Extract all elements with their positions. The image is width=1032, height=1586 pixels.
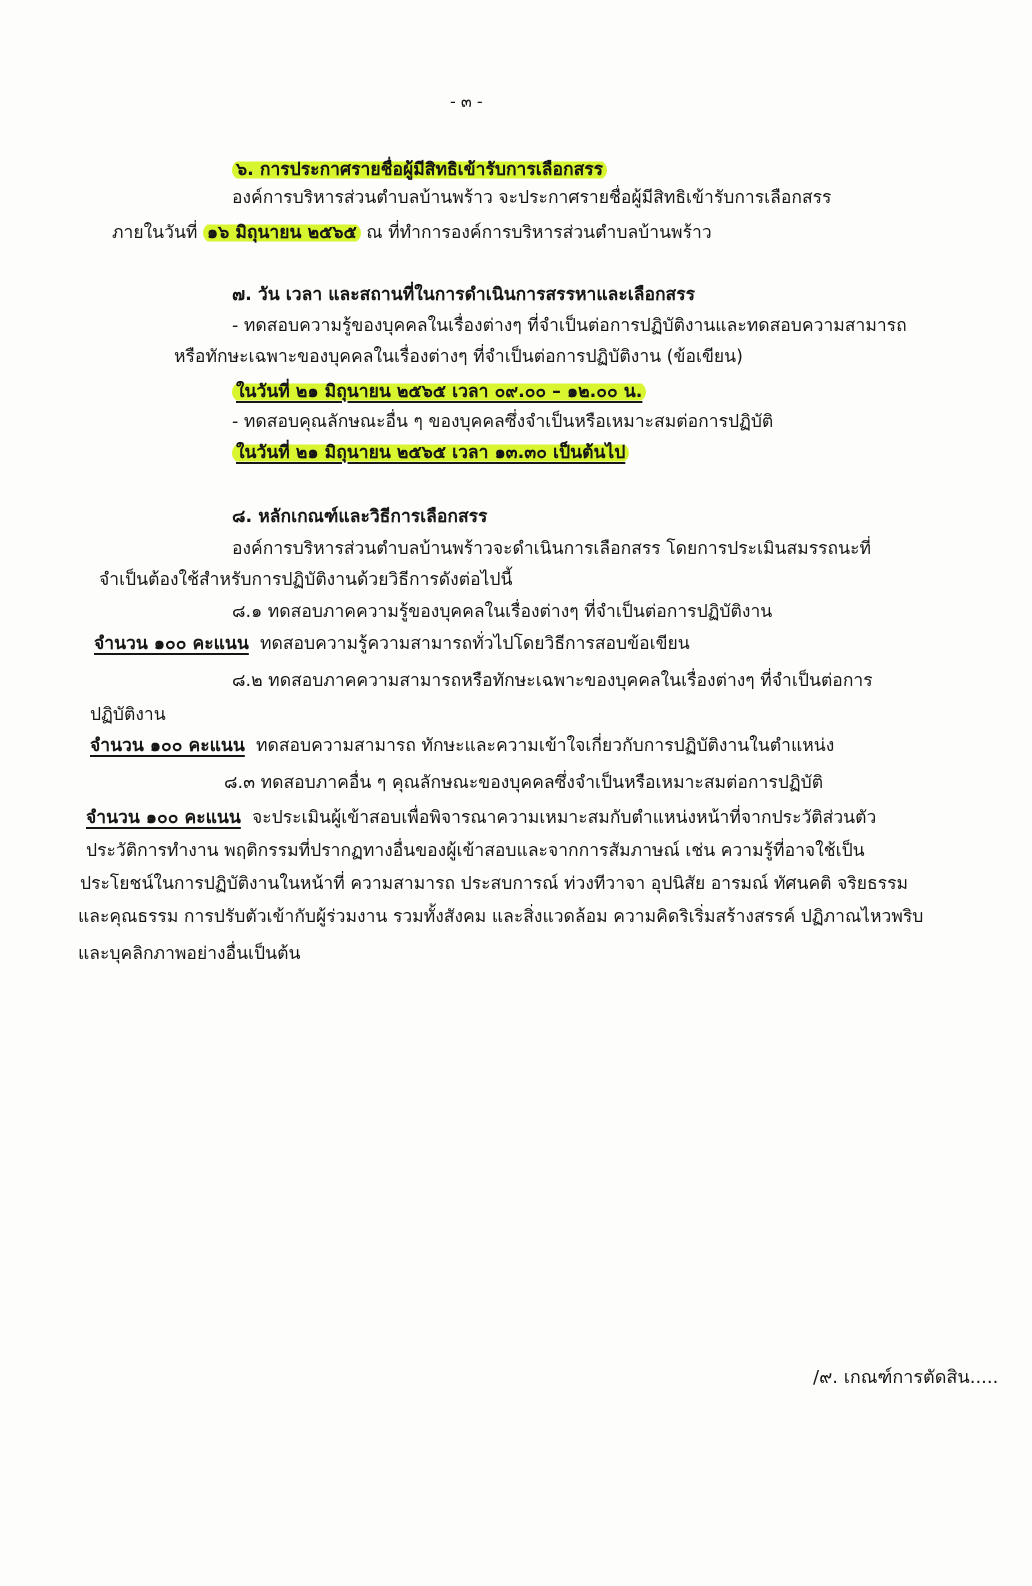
section-8-1-score: จำนวน ๑๐๐ คะแนน — [94, 634, 249, 654]
section-6-heading — [232, 156, 607, 184]
section-6-announce-date: ๑๖ มิถุนายน ๒๕๖๕ — [203, 223, 361, 243]
section-8-3-line-1: ๘.๓ ทดสอบภาคอื่น ๆ คุณลักษณะของบุคคลซึ่งจำเป็นหรือเหมาะสมต่อการปฏิบัติ — [224, 773, 824, 793]
section-7-item-2-date-text: ในวันที่ ๒๑ มิถุนายน ๒๕๖๕ เวลา ๑๓.๓๐ เป็นต้นไป — [232, 443, 629, 463]
section-6-date-suffix: ณ ที่ทำการองค์การบริหารส่วนตำบลบ้านพร้าว — [366, 223, 712, 243]
section-8-2-description: ทดสอบความสามารถ ทักษะและความเข้าใจเกี่ยวกับการปฏิบัติงานในตำแหน่ง — [255, 736, 835, 756]
section-8-3-line-3: ประวัติการทำงาน พฤติกรรมที่ปรากฏทางอื่นของผู้เข้าสอบและจากการสัมภาษณ์ เช่น ความรู้ที่อาจใช้เป็น — [86, 841, 865, 861]
section-8-1-line-1: ๘.๑ ทดสอบภาคความรู้ของบุคคลในเรื่องต่างๆ ที่จำเป็นต่อการปฏิบัติงาน — [232, 602, 773, 622]
page-number: - ๓ - — [450, 92, 483, 111]
section-8-heading: ๘. หลักเกณฑ์และวิธีการเลือกสรร — [232, 507, 488, 527]
section-7-item-1-date-text: ในวันที่ ๒๑ มิถุนายน ๒๕๖๕ เวลา ๐๙.๐๐ – ๑๒.๐๐ น. — [232, 382, 646, 402]
section-8-3-line-5: และคุณธรรม การปรับตัวเข้ากับผู้ร่วมงาน รวมทั้งสังคม และสิ่งแวดล้อม ความคิดริเริ่มสร้างสรรค์ ปฏิภาณไหวพริบ — [78, 907, 924, 927]
section-8-3-line-2 — [86, 804, 876, 832]
section-8-3-line-4: ประโยชน์ในการปฏิบัติงานในหน้าที่ ความสามารถ ประสบการณ์ ท่วงทีวาจา อุปนิสัย อารมณ์ ทัศนคติ จริยธรรม — [80, 874, 909, 894]
section-7-item-1-date — [232, 378, 646, 406]
section-6-heading-text: ๖. การประกาศรายชื่อผู้มีสิทธิเข้ารับการเลือกสรร — [232, 160, 607, 180]
section-6-line-1: องค์การบริหารส่วนตำบลบ้านพร้าว จะประกาศรายชื่อผู้มีสิทธิเข้ารับการเลือกสรร — [232, 188, 832, 208]
section-8-2-line-1: ๘.๒ ทดสอบภาคความสามารถหรือทักษะเฉพาะของบุคคลในเรื่องต่างๆ ที่จำเป็นต่อการ — [232, 671, 873, 691]
section-7-item-2-line-1: - ทดสอบคุณลักษณะอื่น ๆ ของบุคคลซึ่งจำเป็นหรือเหมาะสมต่อการปฏิบัติ — [232, 412, 774, 432]
section-7-heading: ๗. วัน เวลา และสถานที่ในการดำเนินการสรรหาและเลือกสรร — [232, 285, 696, 305]
section-8-intro-2: จำเป็นต้องใช้สำหรับการปฏิบัติงานด้วยวิธีการดังต่อไปนี้ — [99, 570, 513, 590]
section-7-item-2-date — [232, 439, 629, 467]
section-8-2-line-2: ปฏิบัติงาน — [90, 705, 166, 725]
section-6-date-prefix: ภายในวันที่ — [112, 223, 198, 243]
section-7-item-1-line-1: - ทดสอบความรู้ของบุคคลในเรื่องต่างๆ ที่จำเป็นต่อการปฏิบัติงานและทดสอบความสามารถ — [232, 316, 907, 336]
section-8-3-line-6: และบุคลิกภาพอย่างอื่นเป็นต้น — [78, 944, 301, 964]
section-8-2-score: จำนวน ๑๐๐ คะแนน — [90, 736, 245, 756]
section-8-1-line-2 — [94, 630, 690, 658]
section-7-item-1-line-2: หรือทักษะเฉพาะของบุคคลในเรื่องต่างๆ ที่จำเป็นต่อการปฏิบัติงาน (ข้อเขียน) — [174, 347, 743, 367]
continuation-note: /๙. เกณฑ์การตัดสิน..... — [813, 1367, 999, 1388]
section-6-line-2 — [112, 219, 712, 247]
section-8-3-score: จำนวน ๑๐๐ คะแนน — [86, 808, 241, 828]
section-8-2-line-3 — [90, 732, 834, 760]
section-8-1-description: ทดสอบความรู้ความสามารถทั่วไปโดยวิธีการสอบข้อเขียน — [259, 634, 690, 654]
section-8-3-description: จะประเมินผู้เข้าสอบเพื่อพิจารณาความเหมาะสมกับตำแหน่งหน้าที่จากประวัติส่วนตัว — [251, 808, 877, 828]
section-8-intro-1: องค์การบริหารส่วนตำบลบ้านพร้าวจะดำเนินการเลือกสรร โดยการประเมินสมรรถนะที่ — [232, 539, 871, 559]
